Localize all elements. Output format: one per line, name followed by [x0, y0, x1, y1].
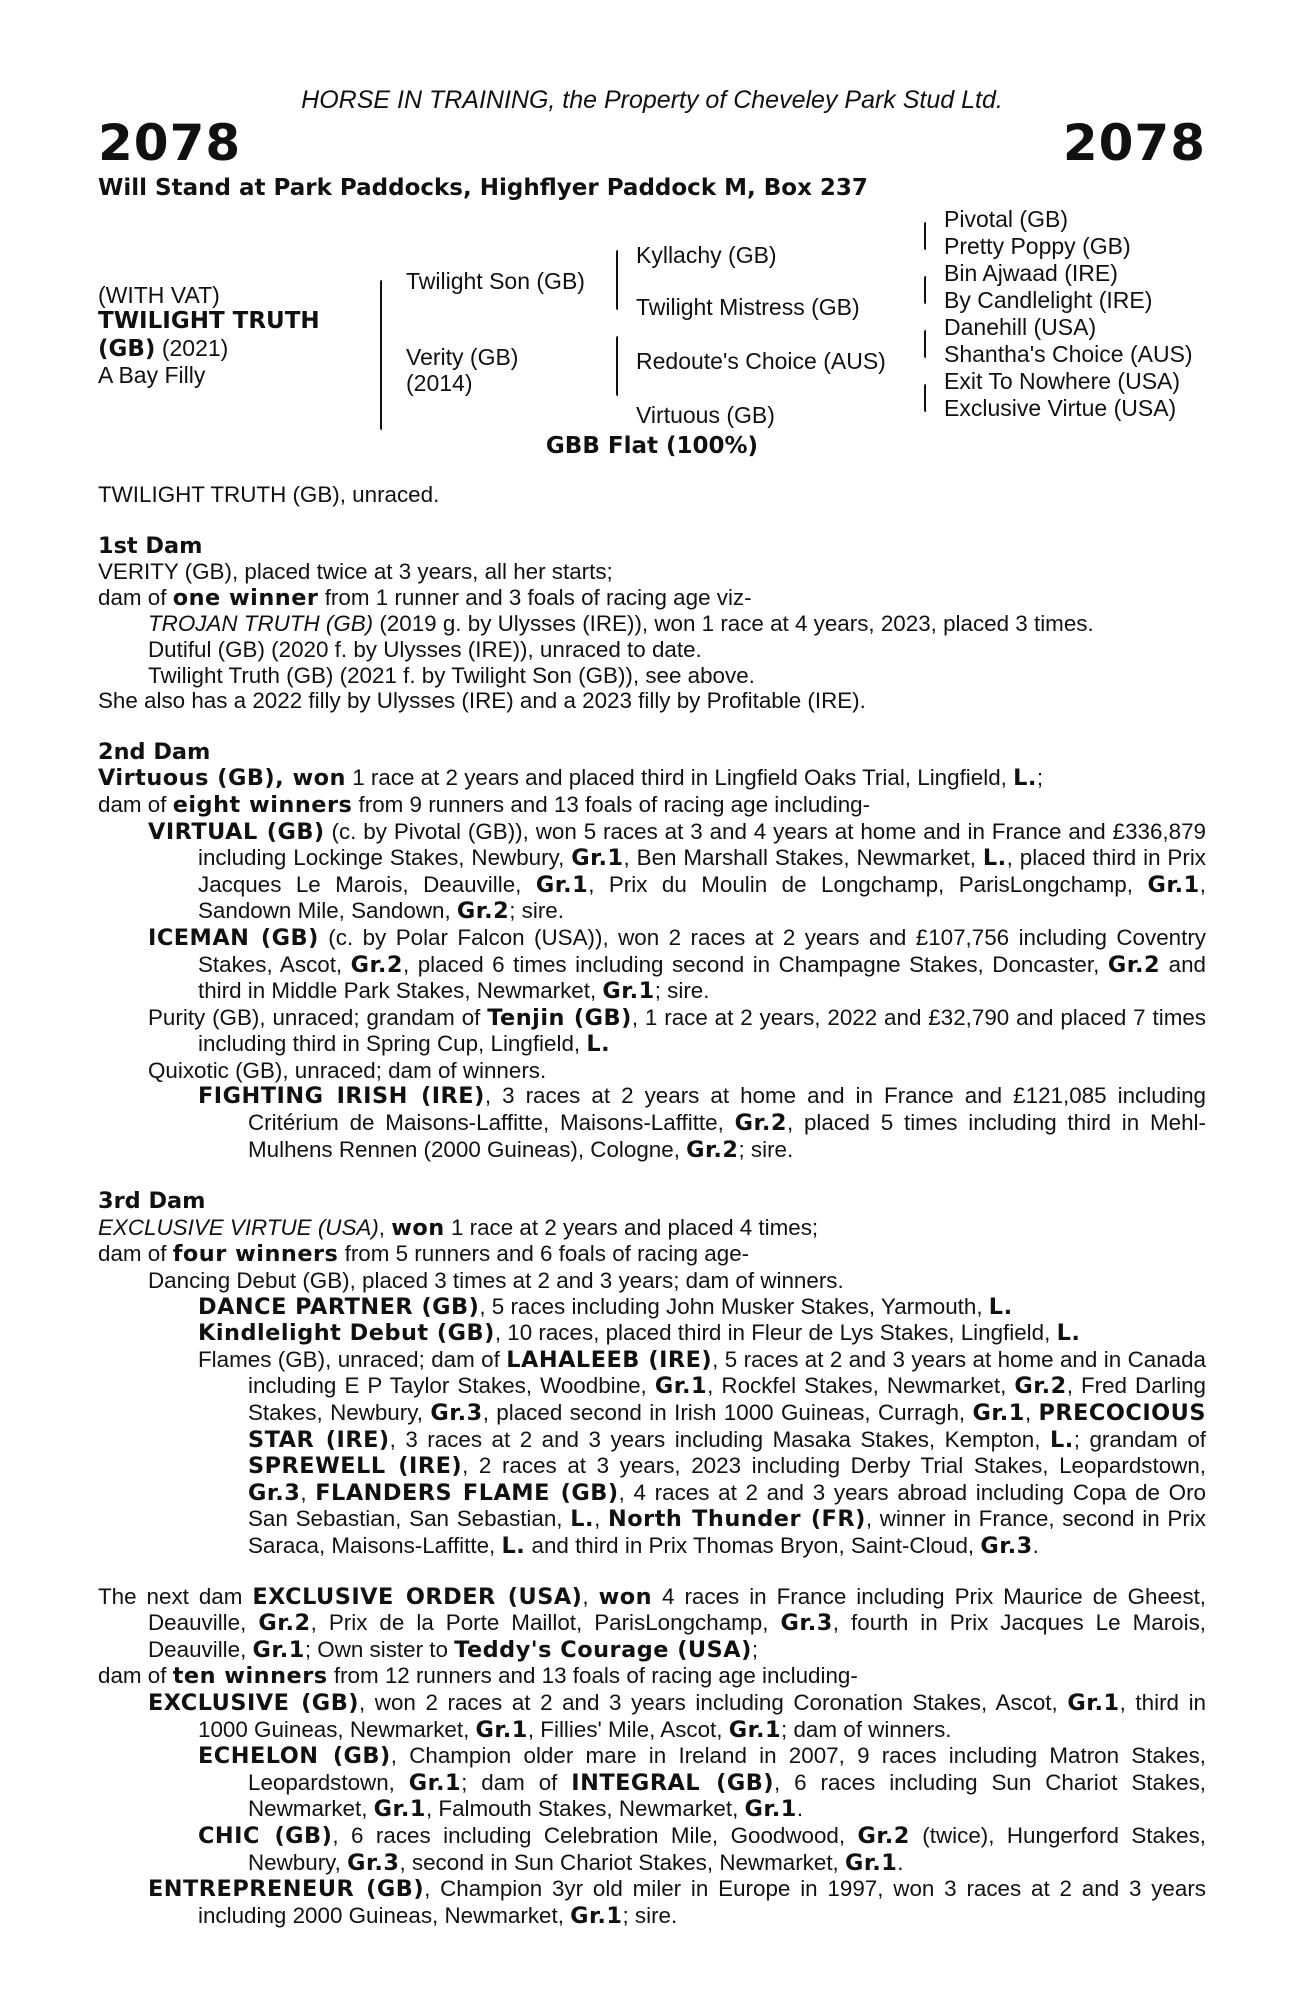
- ped-sds: Bin Ajwaad (IRE): [944, 260, 1118, 286]
- dam2-heading: 2nd Dam: [98, 738, 211, 765]
- next-dam: The next dam EXCLUSIVE ORDER (USA), won 4 races in France including Prix Maurice de Gheest, Deauville, Gr.2, Prix de la Porte Maillot, ParisLongchamp, Gr.3, fourth in Prix Jacques Le Marois, Deauville, Gr.1; Own sister to Teddy's Courage (USA);: [98, 1583, 1207, 1663]
- ped-sire: Twilight Son (GB): [406, 268, 585, 294]
- dam1-line1: VERITY (GB), placed twice at 3 years, all her starts;: [98, 559, 613, 585]
- ped-dsd: Shantha's Choice (AUS): [944, 341, 1193, 367]
- dam3-dance-partner: DANCE PARTNER (GB), 5 races including John Musker Stakes, Yarmouth, L.: [198, 1293, 1013, 1320]
- lot-number-right: 2078: [1062, 114, 1206, 172]
- dam1-line3: She also has a 2022 filly by Ulysses (IRE) and a 2023 filly by Profitable (IRE).: [98, 688, 866, 714]
- lot-number-left: 2078: [98, 114, 242, 172]
- brace-3a: [924, 222, 926, 250]
- ped-dss: Danehill (USA): [944, 314, 1097, 340]
- brace-2a: [616, 250, 618, 310]
- dam1-heading: 1st Dam: [98, 532, 203, 559]
- dam2-purity: Purity (GB), unraced; grandam of Tenjin (GB), 1 race at 2 years, 2022 and £32,790 and placed 7 times including third in Spring Cup, Lingfield, L.: [148, 1004, 1206, 1058]
- dam3-heading: 3rd Dam: [98, 1188, 206, 1215]
- dam3-flames: Flames (GB), unraced; dam of LAHALEEB (IRE), 5 races at 2 and 3 years at home and in Canada including E P Taylor Stakes, Woodbine, Gr.1, Rockfel Stakes, Newmarket, Gr.2, Fred Darling Stakes, Newbury, Gr.3, placed second in Irish 1000 Guineas, Curragh, Gr.1, PRECOCIOUS STAR (IRE), 3 races at 2 and 3 years including Masaka Stakes, Kempton, L.; grandam of SPREWELL (IRE), 2 races at 3 years, 2023 including Derby Trial Stakes, Leopardstown, Gr.3, FLANDERS FLAME (GB), 4 races at 2 and 3 years abroad including Copa de Oro San Sebastian, San Sebastian, L., North Thunder (FR), winner in France, second in Prix Saraca, Maisons-Laffitte, L. and third in Prix Thomas Bryon, Saint-Cloud, Gr.3.: [198, 1346, 1207, 1559]
- ped-dam: Verity (GB): [406, 344, 519, 370]
- ped-sdd: By Candlelight (IRE): [944, 287, 1153, 313]
- dam2-quixotic: Quixotic (GB), unraced; dam of winners.: [148, 1057, 547, 1083]
- next-echelon: ECHELON (GB), Champion older mare in Ireland in 2007, 9 races including Matron Stakes, Leopardstown, Gr.1; dam of INTEGRAL (GB), 6 races including Sun Chariot Stakes, Newmarket, Gr.1, Falmouth Stakes, Newmarket, Gr.1.: [198, 1743, 1206, 1823]
- next-chic: CHIC (GB), 6 races including Celebration Mile, Goodwood, Gr.2 (twice), Hungerford Stakes, Newbury, Gr.3, second in Sun Chariot Stakes, Newmarket, Gr.1.: [198, 1822, 1207, 1876]
- ped-dam-year: (2014): [406, 370, 473, 396]
- stand-location: Will Stand at Park Paddocks, Highflyer Paddock M, Box 237: [98, 175, 868, 201]
- brace-2b: [616, 336, 618, 396]
- ped-sd: Twilight Mistress (GB): [636, 294, 860, 320]
- dam1-line2: dam of one winner from 1 runner and 3 foals of racing age viz-: [98, 584, 752, 611]
- brace-3c: [924, 330, 926, 358]
- dam2-line2: dam of eight winners from 9 runners and 13 foals of racing age including-: [98, 791, 871, 818]
- dam3-line2: dam of four winners from 5 runners and 6 foals of racing age-: [98, 1241, 750, 1268]
- ped-ds: Redoute's Choice (AUS): [636, 348, 886, 374]
- dam3-dancing-debut: Dancing Debut (GB), placed 3 times at 2 and 3 years; dam of winners.: [148, 1268, 844, 1294]
- ped-dds: Exit To Nowhere (USA): [944, 368, 1181, 394]
- vat-label: (WITH VAT): [98, 282, 220, 308]
- dam3-line1: EXCLUSIVE VIRTUE (USA), won 1 race at 2 years and placed 4 times;: [98, 1214, 819, 1241]
- brace-3b: [924, 276, 926, 304]
- next-exclusive: EXCLUSIVE (GB), won 2 races at 2 and 3 years including Coronation Stakes, Ascot, Gr.1, third in 1000 Guineas, Newmarket, Gr.1, Fillies' Mile, Ascot, Gr.1; dam of winners.: [148, 1689, 1206, 1743]
- dam2-fighting-irish: FIGHTING IRISH (IRE), 3 races at 2 years at home and in France and £121,085 including Critérium de Maisons-Laffitte, Maisons-Laffitte, Gr.2, placed 5 times including third in Mehl-Mulhens Rennen (2000 Guineas), Cologne, Gr.2; sire.: [198, 1083, 1206, 1163]
- dam1-offspring-2: Dutiful (GB) (2020 f. by Ulysses (IRE)), unraced to date.: [148, 636, 702, 662]
- ped-ss: Kyllachy (GB): [636, 242, 777, 268]
- dam1-offspring-3: Twilight Truth (GB) (2021 f. by Twilight Son (GB)), see above.: [148, 662, 755, 688]
- intro-line: TWILIGHT TRUTH (GB), unraced.: [98, 482, 440, 507]
- ped-ssd: Pretty Poppy (GB): [944, 233, 1131, 259]
- page-subtitle: HORSE IN TRAINING, the Property of Cheveley Park Stud Ltd.: [301, 86, 1003, 114]
- next-entrepreneur: ENTREPRENEUR (GB), Champion 3yr old miler in Europe in 1997, won 3 races at 2 and 3 years including 2000 Guineas, Newmarket, Gr.1; sire.: [148, 1876, 1206, 1929]
- dam2-iceman: ICEMAN (GB) (c. by Polar Falcon (USA)), won 2 races at 2 years and £107,756 including Coventry Stakes, Ascot, Gr.2, placed 6 times including second in Champagne Stakes, Doncaster, Gr.2 and third in Middle Park Stakes, Newmarket, Gr.1; sire.: [148, 924, 1206, 1005]
- dam1-offspring-1: TROJAN TRUTH (GB) (2019 g. by Ulysses (IRE)), won 1 race at 4 years, 2023, placed 3 times.: [148, 611, 1094, 637]
- catalogue-body: [98, 482, 1206, 1929]
- ped-sss: Pivotal (GB): [944, 206, 1068, 232]
- dam2-virtual: VIRTUAL (GB) (c. by Pivotal (GB)), won 5 races at 3 and 4 years at home and in France and £336,879 including Lockinge Stakes, Newbury, Gr.1, Ben Marshall Stakes, Newmarket, L., placed third in Prix Jacques Le Marois, Deauville, Gr.1, Prix du Moulin de Longchamp, ParisLongchamp, Gr.1, Sandown Mile, Sandown, Gr.2; sire.: [148, 818, 1207, 925]
- dam2-line1: Virtuous (GB), won 1 race at 2 years and placed third in Lingfield Oaks Trial, Lingfield, L.;: [98, 765, 1044, 792]
- horse-name-year: (GB) (2021): [98, 335, 229, 362]
- rating: GBB Flat (100%): [545, 433, 759, 459]
- ped-dd: Virtuous (GB): [636, 402, 775, 428]
- dam3-kindlelight: Kindlelight Debut (GB), 10 races, placed third in Fleur de Lys Stakes, Lingfield, L.: [198, 1320, 1081, 1347]
- ped-ddd: Exclusive Virtue (USA): [944, 395, 1177, 421]
- brace-1: [380, 280, 382, 430]
- horse-name: TWILIGHT TRUTH: [98, 308, 320, 334]
- horse-description: A Bay Filly: [98, 362, 206, 388]
- next-dam-line2: dam of ten winners from 12 runners and 13 foals of racing age including-: [98, 1663, 858, 1690]
- brace-3d: [924, 384, 926, 412]
